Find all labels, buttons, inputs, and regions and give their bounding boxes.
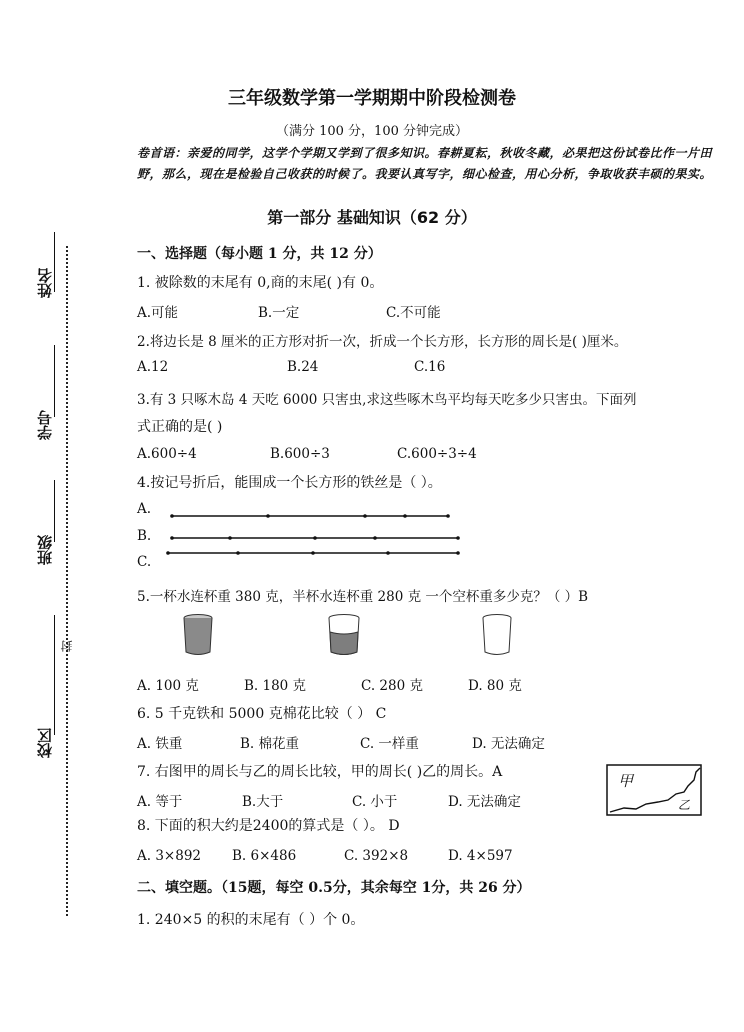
q6-option-d: D. 无法确定: [472, 736, 545, 752]
class-label: 班级: [36, 535, 54, 565]
student-number-line: [54, 345, 55, 417]
half-cup-icon: [329, 615, 359, 655]
q5-option-c: C. 280 克: [361, 678, 423, 694]
q3-option-b: B.600÷3: [270, 446, 330, 462]
q1-option-c: C.不可能: [386, 305, 441, 321]
name-label: 姓名: [36, 268, 54, 298]
q5-option-b: B. 180 克: [244, 678, 307, 694]
q7-option-d: D. 无法确定: [448, 794, 521, 810]
question-3-line-1: 3.有 3 只啄木岛 4 天吃 6000 只害虫,求这些啄木鸟平均每天吃多少只害虫。下面列: [137, 392, 637, 408]
wire-c: [166, 551, 460, 555]
q1-option-b: B.一定: [258, 305, 300, 321]
campus-line: [54, 615, 55, 735]
q6-option-c: C. 一样重: [360, 736, 419, 752]
q4-label-c: C.: [137, 554, 152, 570]
fill-question-1: 1. 240×5 的积的末尾有（ ）个 0。: [137, 912, 365, 928]
question-2: 2.将边长是 8 厘米的正方形对折一次，折成一个长方形，长方形的周长是( )厘米。: [137, 334, 628, 350]
q6-option-b: B. 棉花重: [240, 736, 300, 752]
q5-option-a: A. 100 克: [137, 678, 199, 694]
q2-option-b: B.24: [287, 359, 319, 375]
q3-option-c: C.600÷3÷4: [397, 446, 477, 462]
q2-option-c: C.16: [414, 359, 446, 375]
section-one-title: 一、选择题（每小题 1 分，共 12 分）: [137, 246, 382, 262]
q3-option-a: A.600÷4: [137, 446, 197, 462]
exam-subtitle: （满分 100 分，100 分钟完成）: [275, 124, 469, 139]
q8-option-a: A. 3×892: [137, 848, 201, 864]
cup-illustrations: [178, 612, 528, 662]
seal-mark: 封: [60, 640, 74, 652]
q4-label-a: A.: [137, 501, 152, 517]
wire-a: [170, 514, 450, 518]
question-8: 8. 下面的积大约是2400的算式是（ ）。 D: [137, 818, 400, 834]
q5-option-d: D. 80 克: [468, 678, 522, 694]
wire-b: [170, 536, 460, 540]
q2-option-a: A.12: [137, 359, 169, 375]
class-line: [54, 480, 55, 542]
question-1: 1. 被除数的末尾有 0,商的末尾( )有 0。: [137, 275, 384, 291]
section-two-title: 二、填空题。（15题，每空 0.5分，其余每空 1分，共 26 分）: [137, 880, 531, 896]
exam-title: 三年级数学第一学期期中阶段检测卷: [228, 88, 516, 109]
student-number-label: 学号: [36, 410, 54, 440]
q4-label-b: B.: [137, 528, 152, 544]
question-3-line-2: 式正确的是( ): [137, 419, 223, 435]
wire-diagrams: [160, 505, 470, 565]
foreword-message: 卷首语：亲爱的同学，这学个学期又学到了很多知识。春耕夏耘，秋收冬藏，必果把这份试卷比作一片田野，那么，现在是检验自己收获的时候了。我要认真写字，细心检查，用心分析，争取收获丰硕的果实。: [137, 146, 713, 181]
q7-option-a: A. 等于: [137, 794, 183, 810]
figure-label-b: 乙: [678, 798, 691, 812]
q7-option-b: B.大于: [242, 794, 284, 810]
question-5: 5.一杯水连杯重 380 克，半杯水连杯重 280 克 一个空杯重多少克？（ ）B: [137, 589, 589, 605]
question-6: 6. 5 千克铁和 5000 克棉花比较（ ） C: [137, 706, 387, 722]
empty-cup-icon: [483, 615, 511, 655]
question-7: 7. 右图甲的周长与乙的周长比较，甲的周长( )乙的周长。A: [137, 764, 503, 780]
full-cup-icon: [184, 615, 212, 655]
question-4: 4.按记号折后，能围成一个长方形的铁丝是（ ）。: [137, 475, 442, 491]
q8-option-d: D. 4×597: [448, 848, 513, 864]
figure-label-a: 甲: [618, 772, 634, 790]
binding-dotted-line: [66, 246, 68, 916]
q8-option-b: B. 6×486: [232, 848, 297, 864]
q8-option-c: C. 392×8: [344, 848, 409, 864]
q6-option-a: A. 铁重: [137, 736, 183, 752]
q7-option-c: C. 小于: [352, 794, 398, 810]
part-one-title: 第一部分 基础知识（62 分）: [267, 208, 477, 227]
campus-label: 校区: [36, 728, 54, 758]
q1-option-a: A.可能: [137, 305, 179, 321]
